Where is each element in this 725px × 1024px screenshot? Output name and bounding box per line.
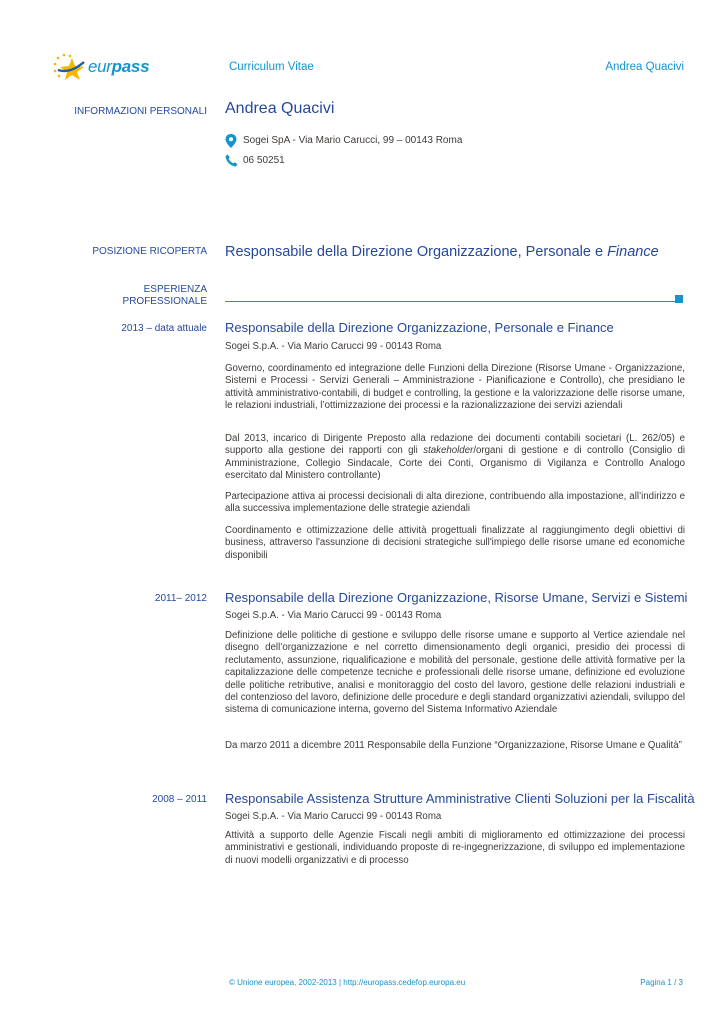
job-2-paragraph-1: Definizione delle politiche di gestione e sviluppo delle risorse umane e supporto al Vertice aziendale nel disegno dell’organizzazione e nel corretto dimensionamento degli organici, presidio dei processi di reclutamento, assunzione, riqualificazione e mobilità del personale, gestione delle attività formative per la capitalizzazione delle competenze tecniche e professionali delle risorse umane, definizione ed evoluzione delle politiche retributive, analisi e monitoraggio del costo del lavoro, gestione delle relazioni industriali e del contenzioso del lavoro, definizione delle procedure e degli standard organizzativi aziendali, sviluppo del sistema di comunicazione interna, governo del Sistema Informativo Aziendale xyxy=(225,630,685,716)
job-1-p2-italic: stakeholder xyxy=(423,445,474,457)
logo-text-eur: eur xyxy=(88,57,112,76)
europass-logo xyxy=(50,50,160,84)
experience-label-line1: ESPERIENZA xyxy=(143,284,207,295)
job-1-paragraph-4: Coordinamento e ottimizzazione delle attività progettuali finalizzate al raggiungimento degli obiettivi di business, attraverso l'assunzione di decisioni strategiche sull'impiego delle risorse umane ed economiche disponibili xyxy=(225,525,685,561)
job-1-paragraph-2 xyxy=(225,433,685,483)
footer-page-number: Pagina 1 / 3 xyxy=(640,978,683,987)
address-text: Sogei SpA - Via Mario Carucci, 99 – 00143 Roma xyxy=(243,135,463,146)
job-2-dates: 2011– 2012 xyxy=(154,593,207,604)
job-1-paragraph-3: Partecipazione attiva ai processi decisionali di alta direzione, contribuendo alla impostazione, all’indirizzo e alla successiva implementazione delle strategie aziendali xyxy=(225,491,685,515)
person-name: Andrea Quacivi xyxy=(225,100,335,117)
personal-info-label: INFORMAZIONI PERSONALI xyxy=(74,106,207,117)
job-2-title: Responsabile della Direzione Organizzazione, Risorse Umane, Servizi e Sistemi xyxy=(225,590,688,605)
job-2-paragraph-2: Da marzo 2011 a dicembre 2011 Responsabile della Funzione “Organizzazione, Risorse Umane e Qualità” xyxy=(225,740,682,751)
job-1-p2-before: Dal 2013, incarico di Dirigente Preposto alla redazione dei documenti contabili societari (L. 262/05) e supporto alla gestione dei rapporti con gli xyxy=(225,433,685,457)
job-1-dates: 2013 – data attuale xyxy=(121,323,207,334)
phone-text: 06 50251 xyxy=(243,155,285,166)
job-2-employer: Sogei S.p.A. - Via Mario Carucci 99 - 00143 Roma xyxy=(225,610,442,621)
header-name: Andrea Quacivi xyxy=(605,61,684,73)
job-3-dates: 2008 – 2011 xyxy=(152,794,207,805)
job-1-employer: Sogei S.p.A. - Via Mario Carucci 99 - 00143 Roma xyxy=(225,341,442,352)
footer-copyright[interactable]: © Unione europea, 2002-2013 | http://europass.cedefop.europa.eu xyxy=(229,978,466,987)
section-divider-square xyxy=(675,295,683,303)
position-title-main: Responsabile della Direzione Organizzazione, Personale e xyxy=(225,244,608,260)
job-3-employer: Sogei S.p.A. - Via Mario Carucci 99 - 00143 Roma xyxy=(225,811,442,822)
experience-label xyxy=(0,284,207,308)
job-1-paragraph-1: Governo, coordinamento ed integrazione delle Funzioni della Direzione (Risorse Umane - Organizzazione, Sistemi e Processi - Servizi Generali – Amministrazione - Pianificazione e Controllo), che presidiano le attività amministrativo-contabili, di budget e controlling, la gestione e la valorizzazione delle risorse umane, le relazioni industriali, l’ottimizzazione dei processi e la razionalizzazione dei servizi aziendali xyxy=(225,363,685,412)
map-pin-icon xyxy=(225,134,237,148)
position-label: POSIZIONE RICOPERTA xyxy=(92,246,207,257)
job-3-paragraph-1: Attività a supporto delle Agenzie Fiscali negli ambiti di miglioramento ed ottimizzazione dei processi amministrativi e gestionali, individuando proposte di re-ingegnerizzazione, di sviluppo ed implementazione di nuovi modelli organizzativi e di processo xyxy=(225,830,685,866)
job-1-p2-after: /organi di gestione e di controllo (Consiglio di Amministrazione, Collegio Sindacale, Corte dei Conti, Organismo di Vigilanza e Controllo Analogo esercitato dal Ministero controllante) xyxy=(225,445,685,482)
experience-label-line2: PROFESSIONALE xyxy=(122,296,207,307)
document-title: Curriculum Vitae xyxy=(229,61,314,73)
job-1-title: Responsabile della Direzione Organizzazione, Personale e Finance xyxy=(225,320,614,335)
position-title-italic: Finance xyxy=(607,244,659,260)
logo-text-pass: pass xyxy=(111,57,150,76)
section-divider xyxy=(225,301,675,302)
position-title xyxy=(225,244,705,260)
phone-icon xyxy=(225,154,238,167)
job-3-title: Responsabile Assistenza Strutture Amministrative Clienti Soluzioni per la Fiscalità xyxy=(225,791,695,806)
